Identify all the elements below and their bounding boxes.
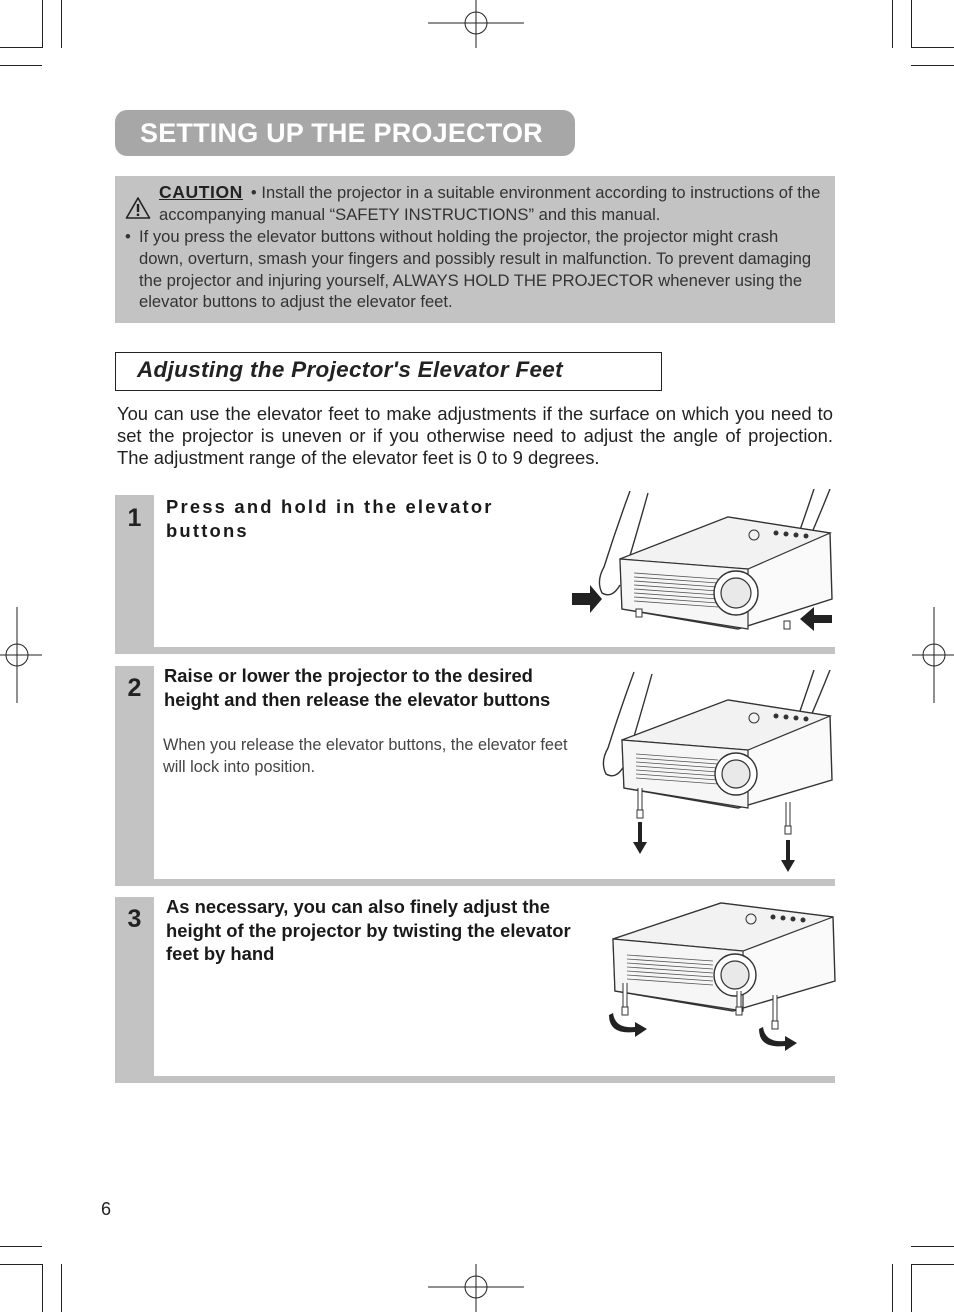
page-number: 6 <box>101 1199 112 1219</box>
hands-lifting-projector-feet-extended-illustration <box>568 670 838 876</box>
step-1 <box>115 495 835 654</box>
step-number: 1 <box>127 504 142 532</box>
crop-mark <box>911 47 954 48</box>
crop-mark <box>61 0 62 48</box>
crop-mark <box>0 1264 42 1265</box>
step-2 <box>115 666 835 886</box>
caution-text-1: • Install the projector in a suitable environment according to instructions of the accompanying manual “SAFETY INSTRUCTIONS” and this manual. <box>159 183 821 224</box>
registration-mark-icon <box>428 0 524 48</box>
registration-mark-icon <box>0 607 42 703</box>
caution-bullet-1 <box>159 182 831 226</box>
hands-pressing-elevator-buttons-illustration <box>568 489 838 637</box>
registration-mark-icon <box>912 607 954 703</box>
step-heading: As necessary, you can also finely adjust the height of the projector by twisting the elevator feet by hand <box>166 896 571 964</box>
crop-mark <box>911 1246 954 1247</box>
subsection-title: Adjusting the Projector's Elevator Feet <box>115 352 662 391</box>
crop-mark <box>911 0 912 48</box>
caution-label: CAUTION <box>159 182 243 202</box>
crop-mark <box>892 0 893 48</box>
elevator-foot-left-twist-illustration <box>605 977 675 1047</box>
crop-mark <box>911 1264 912 1312</box>
elevator-foot-right-twist-illustration <box>755 989 825 1059</box>
crop-mark <box>892 1264 893 1312</box>
crop-mark <box>61 1264 62 1312</box>
crop-mark <box>0 47 42 48</box>
caution-text-2: If you press the elevator buttons without holding the projector, the projector might crash down, overturn, smash your fingers and possibly result in malfunction. To prevent damaging the projector and injuring yourself, ALWAYS HOLD THE PROJECTOR whenever using the elevator buttons to adjust the elevator feet. <box>139 227 812 312</box>
crop-mark <box>911 1264 954 1265</box>
step-number: 2 <box>127 674 142 702</box>
section-title: SETTING UP THE PROJECTOR <box>115 110 575 156</box>
step-number: 3 <box>127 905 142 933</box>
crop-mark <box>911 65 954 66</box>
crop-mark <box>0 1246 42 1247</box>
intro-paragraph: You can use the elevator feet to make adjustments if the surface on which you need to set the projector is uneven or if you otherwise need to adjust the angle of projection. The adjustment range of the elevator feet is 0 to 9 degrees. <box>117 403 833 469</box>
step-3 <box>115 897 835 1083</box>
crop-mark <box>0 65 42 66</box>
step-heading: Press and hold in the elevator buttons <box>166 496 494 541</box>
warning-triangle-icon <box>125 196 151 220</box>
step-description: When you release the elevator buttons, the elevator feet will lock into position. <box>163 736 568 776</box>
caution-box <box>115 176 835 323</box>
registration-mark-icon <box>428 1264 524 1312</box>
step-heading: Raise or lower the projector to the desired height and then release the elevator buttons <box>164 665 551 710</box>
bullet-dot: • <box>125 227 131 246</box>
caution-bullet-2 <box>125 226 825 313</box>
crop-mark <box>42 1264 43 1312</box>
crop-mark <box>42 0 43 48</box>
